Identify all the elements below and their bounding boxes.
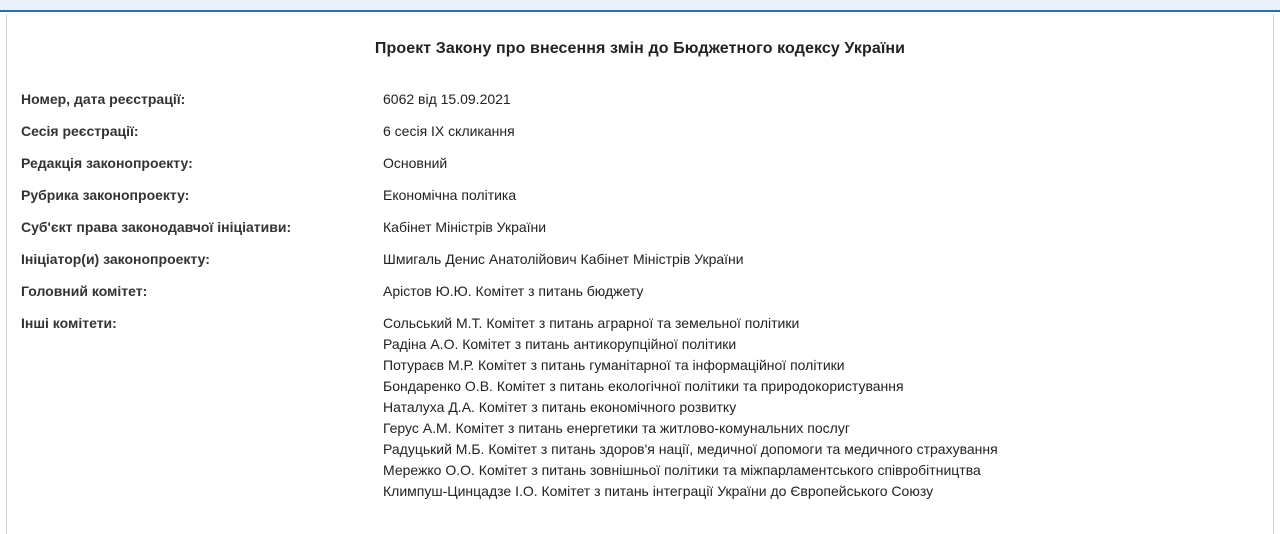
field-rubric xyxy=(21,185,1261,205)
top-header-strip xyxy=(0,0,1280,12)
field-value: Економічна політика xyxy=(383,187,517,203)
field-edition xyxy=(21,153,1261,173)
field-session xyxy=(21,121,1261,141)
field-value: Арістов Ю.Ю. Комітет з питань бюджету xyxy=(383,283,644,299)
field-main-committee xyxy=(21,281,1261,301)
field-value: 6062 від 15.09.2021 xyxy=(383,91,511,107)
bill-details xyxy=(21,89,1261,514)
field-initiators xyxy=(21,249,1261,269)
committee-item: Бондаренко О.В. Комітет з питань екологічної політики та природокористування xyxy=(383,378,904,394)
other-committees-list xyxy=(383,313,1261,502)
committee-item: Радіна А.О. Комітет з питань антикорупційної політики xyxy=(383,336,737,352)
committee-item: Климпуш-Цинцадзе І.О. Комітет з питань інтеграції України до Європейського Союзу xyxy=(383,483,934,499)
field-label: Ініціатор(и) законопроекту: xyxy=(21,251,210,267)
committee-item: Потураєв М.Р. Комітет з питань гуманітарної та інформаційної політики xyxy=(383,357,845,373)
field-value: Шмигаль Денис Анатолійович Кабінет Міністрів України xyxy=(383,251,744,267)
field-label: Номер, дата реєстрації: xyxy=(21,91,186,107)
committee-item: Герус А.М. Комітет з питань енергетики та житлово-комунальних послуг xyxy=(383,420,850,436)
committee-item: Наталуха Д.А. Комітет з питань економічного розвитку xyxy=(383,399,737,415)
field-label: Редакція законопроекту: xyxy=(21,155,193,171)
field-other-committees xyxy=(21,313,1261,502)
field-subject xyxy=(21,217,1261,237)
field-registration xyxy=(21,89,1261,109)
field-label: Суб'єкт права законодавчої ініціативи: xyxy=(21,219,292,235)
field-label: Головний комітет: xyxy=(21,283,148,299)
field-label: Рубрика законопроекту: xyxy=(21,187,190,203)
bill-card xyxy=(6,14,1274,534)
field-label: Сесія реєстрації: xyxy=(21,123,139,139)
field-value: Основний xyxy=(383,155,448,171)
page-title: Проект Закону про внесення змін до Бюджетного кодексу України xyxy=(374,40,906,57)
committee-item: Сольський М.Т. Комітет з питань аграрної та земельної політики xyxy=(383,315,800,331)
field-label: Інші комітети: xyxy=(21,315,117,331)
committee-item: Радуцький М.Б. Комітет з питань здоров'я нації, медичної допомоги та медичного страхування xyxy=(383,441,998,457)
field-value: 6 сесія IX скликання xyxy=(383,123,515,139)
committee-item: Мережко О.О. Комітет з питань зовнішньої політики та міжпарламентського співробітництва xyxy=(383,462,981,478)
field-value: Кабінет Міністрів України xyxy=(383,219,547,235)
